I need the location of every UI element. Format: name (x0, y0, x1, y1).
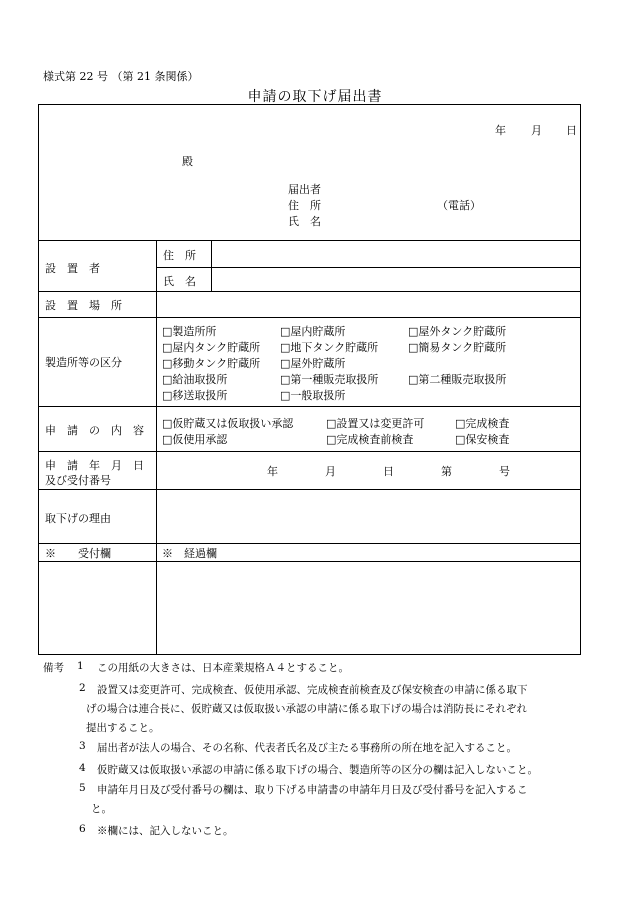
column-divider (156, 240, 157, 654)
row-divider (39, 561, 580, 562)
notes-head: 備考 (43, 662, 64, 674)
date-day: 日 (566, 124, 577, 137)
note-number: 2 (79, 682, 86, 694)
receipt-month: 月 (325, 465, 336, 478)
application-option: □仮使用承認 (162, 433, 228, 446)
location-label: 設 置 場 所 (45, 299, 122, 312)
row-divider (39, 543, 580, 544)
facility-option: □屋外タンク貯蔵所 (408, 325, 507, 338)
facility-option: □地下タンク貯蔵所 (280, 341, 379, 354)
note-text: 届出者が法人の場合、その名称、代表者氏名及び主たる事務所の所在地を記入すること。 (97, 742, 517, 754)
note-text: 設置又は変更許可、完成検査、仮使用承認、完成検査前検査及び保安検査の申請に係る取下 (97, 684, 528, 696)
addressee: 殿 (182, 155, 193, 168)
facility-option: □屋内タンク貯蔵所 (162, 341, 261, 354)
facility-option: □屋内貯蔵所 (280, 325, 346, 338)
application-option: □設置又は変更許可 (326, 417, 425, 430)
installer-name-label: 氏 名 (163, 275, 196, 288)
facility-option: □第二種販売取扱所 (408, 373, 507, 386)
note-text: 申請年月日及び受付番号の欄は、取り下げる申請書の申請年月日及び受付番号を記入するこ (97, 784, 528, 796)
applicant-name-label: 氏 名 (288, 215, 321, 228)
facility-option: □第一種販売取扱所 (280, 373, 379, 386)
applicant-phone-label: （電話） (437, 199, 481, 212)
facility-option: □移動タンク貯蔵所 (162, 357, 261, 370)
row-divider (39, 489, 580, 490)
note-text: 仮貯蔵又は仮取扱い承認の申請に係る取下げの場合、製造所等の区分の欄は記入しないこと。 (97, 764, 538, 776)
application-option: □完成検査 (455, 417, 510, 430)
applicant-label: 届出者 (288, 183, 321, 196)
applicant-address-label: 住 所 (288, 199, 321, 212)
withdrawal-label: 取下げの理由 (45, 512, 111, 525)
application-option: □完成検査前検査 (326, 433, 414, 446)
progress-header: ※ 経過欄 (162, 547, 217, 560)
receipt-go: 号 (499, 465, 510, 478)
installer-address-label: 住 所 (163, 249, 196, 262)
note-text: ※欄には、記入しないこと。 (97, 825, 234, 837)
facility-label: 製造所等の区分 (45, 356, 122, 369)
facility-option: □給油取扱所 (162, 373, 228, 386)
application-option: □仮貯蔵又は仮取扱い承認 (162, 417, 294, 430)
note-number: 4 (79, 762, 86, 774)
note-number: 1 (77, 660, 84, 672)
form-number: 様式第 22 号 （第 21 条関係） (43, 70, 199, 83)
note-number: 6 (79, 823, 86, 835)
row-divider (39, 451, 580, 452)
column-divider (211, 240, 212, 291)
application-label: 申 請 の 内 容 (45, 424, 144, 437)
facility-option: □簡易タンク貯蔵所 (408, 341, 507, 354)
note-text: 提出すること。 (86, 722, 160, 734)
note-number: 3 (79, 740, 86, 752)
receipt-year: 年 (267, 465, 278, 478)
page-title: 申請の取下げ届出書 (247, 89, 383, 105)
receipt-label-line1: 申 請 年 月 日 (45, 459, 144, 472)
application-option: □保安検査 (455, 433, 510, 446)
date-month: 月 (531, 124, 542, 137)
facility-option: □一般取扱所 (280, 389, 346, 402)
row-divider (39, 240, 580, 241)
facility-option: □屋外貯蔵所 (280, 357, 346, 370)
note-text: と。 (91, 803, 112, 815)
receipt-dai: 第 (441, 465, 452, 478)
installer-label: 設 置 者 (45, 262, 100, 275)
note-number: 5 (79, 782, 86, 794)
reception-header: ※ 受付欄 (45, 547, 111, 560)
row-divider (39, 406, 580, 407)
form-table (38, 104, 581, 655)
row-divider (39, 291, 580, 292)
note-text: この用紙の大きさは、日本産業規格Ａ４とすること。 (97, 662, 349, 674)
note-text: げの場合は連合長に、仮貯蔵又は仮取扱い承認の申請に係る取下げの場合は消防長にそれぞれ (86, 703, 527, 715)
date-year: 年 (495, 124, 506, 137)
receipt-label-line2: 及び受付番号 (45, 474, 111, 487)
facility-option: □移送取扱所 (162, 389, 228, 402)
facility-option: □製造所所 (162, 325, 217, 338)
receipt-day: 日 (383, 465, 394, 478)
row-divider (156, 267, 580, 268)
row-divider (39, 317, 580, 318)
